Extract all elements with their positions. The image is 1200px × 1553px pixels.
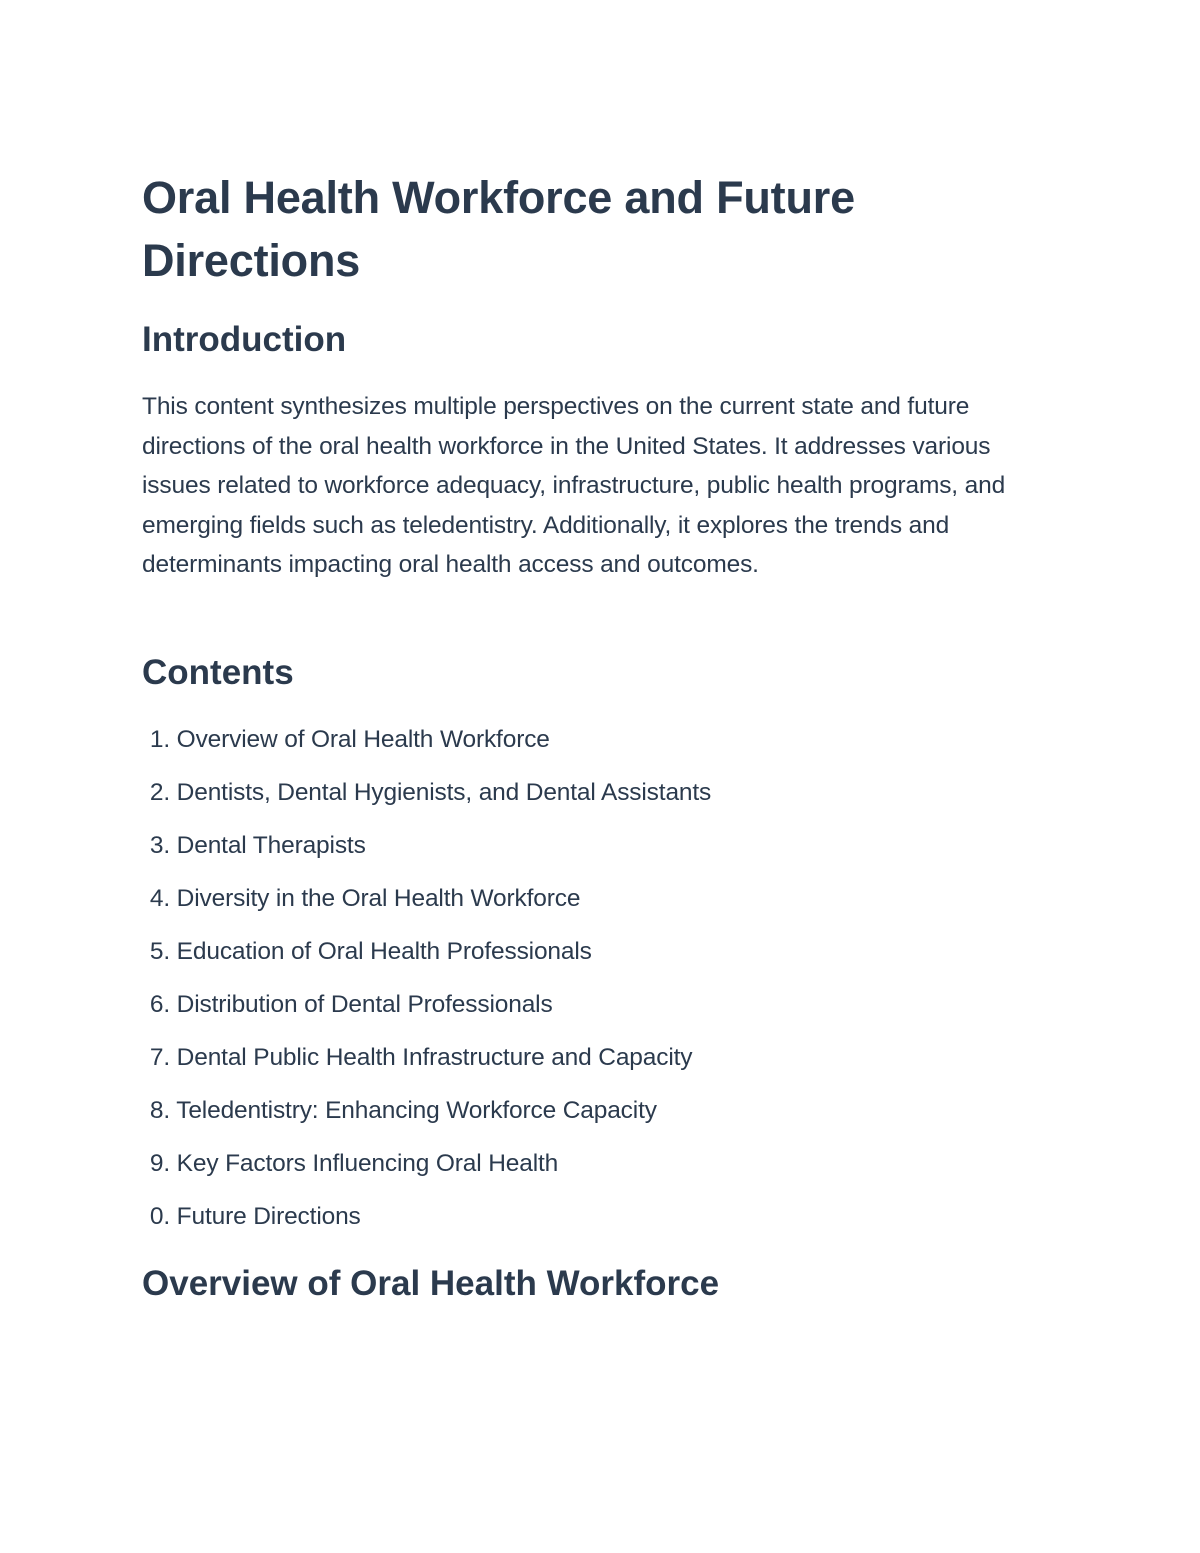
toc-number: 0.	[149, 1203, 170, 1230]
table-of-contents	[142, 720, 711, 1250]
toc-number: 9.	[149, 1150, 170, 1177]
toc-label: Dental Therapists	[176, 832, 366, 859]
toc-item-4	[142, 879, 711, 932]
toc-label: Diversity in the Oral Health Workforce	[176, 885, 581, 912]
toc-item-1	[142, 720, 711, 773]
toc-number: 3.	[149, 832, 170, 859]
toc-label: Overview of Oral Health Workforce	[176, 726, 550, 753]
toc-label: Education of Oral Health Professionals	[176, 938, 592, 965]
toc-item-3	[142, 826, 711, 879]
document-title: Oral Health Workforce and Future Directions	[142, 172, 855, 286]
toc-number: 6.	[149, 991, 170, 1018]
overview-heading: Overview of Oral Health Workforce	[142, 1264, 720, 1303]
toc-item-5	[142, 932, 711, 985]
toc-item-10	[142, 1197, 711, 1250]
toc-label: Key Factors Influencing Oral Health	[176, 1150, 559, 1177]
contents-heading: Contents	[142, 653, 294, 692]
introduction-paragraph: This content synthesizes multiple perspectives on the current state and future directions of the oral health workforce in the United States. It addresses various issues related to workforce adequacy, infrastructure, public health programs, and emerging fields such as teledentistry. Additionally, it explores the trends and determinants impacting oral health access and outcomes.	[142, 393, 1006, 579]
toc-label: Teledentistry: Enhancing Workforce Capacity	[176, 1097, 657, 1124]
toc-label: Dentists, Dental Hygienists, and Dental Assistants	[176, 779, 712, 806]
toc-label: Distribution of Dental Professionals	[176, 991, 553, 1018]
introduction-heading: Introduction	[142, 320, 347, 359]
toc-label: Future Directions	[176, 1203, 361, 1230]
toc-number: 1.	[149, 726, 170, 753]
toc-item-9	[142, 1144, 711, 1197]
toc-number: 2.	[149, 779, 170, 806]
toc-item-6	[142, 985, 711, 1038]
toc-number: 5.	[149, 938, 170, 965]
toc-item-7	[142, 1038, 711, 1091]
toc-number: 8.	[149, 1097, 170, 1124]
toc-item-8	[142, 1091, 711, 1144]
toc-number: 4.	[149, 885, 170, 912]
toc-label: Dental Public Health Infrastructure and Capacity	[176, 1044, 693, 1071]
toc-item-2	[142, 773, 711, 826]
toc-number: 7.	[149, 1044, 170, 1071]
